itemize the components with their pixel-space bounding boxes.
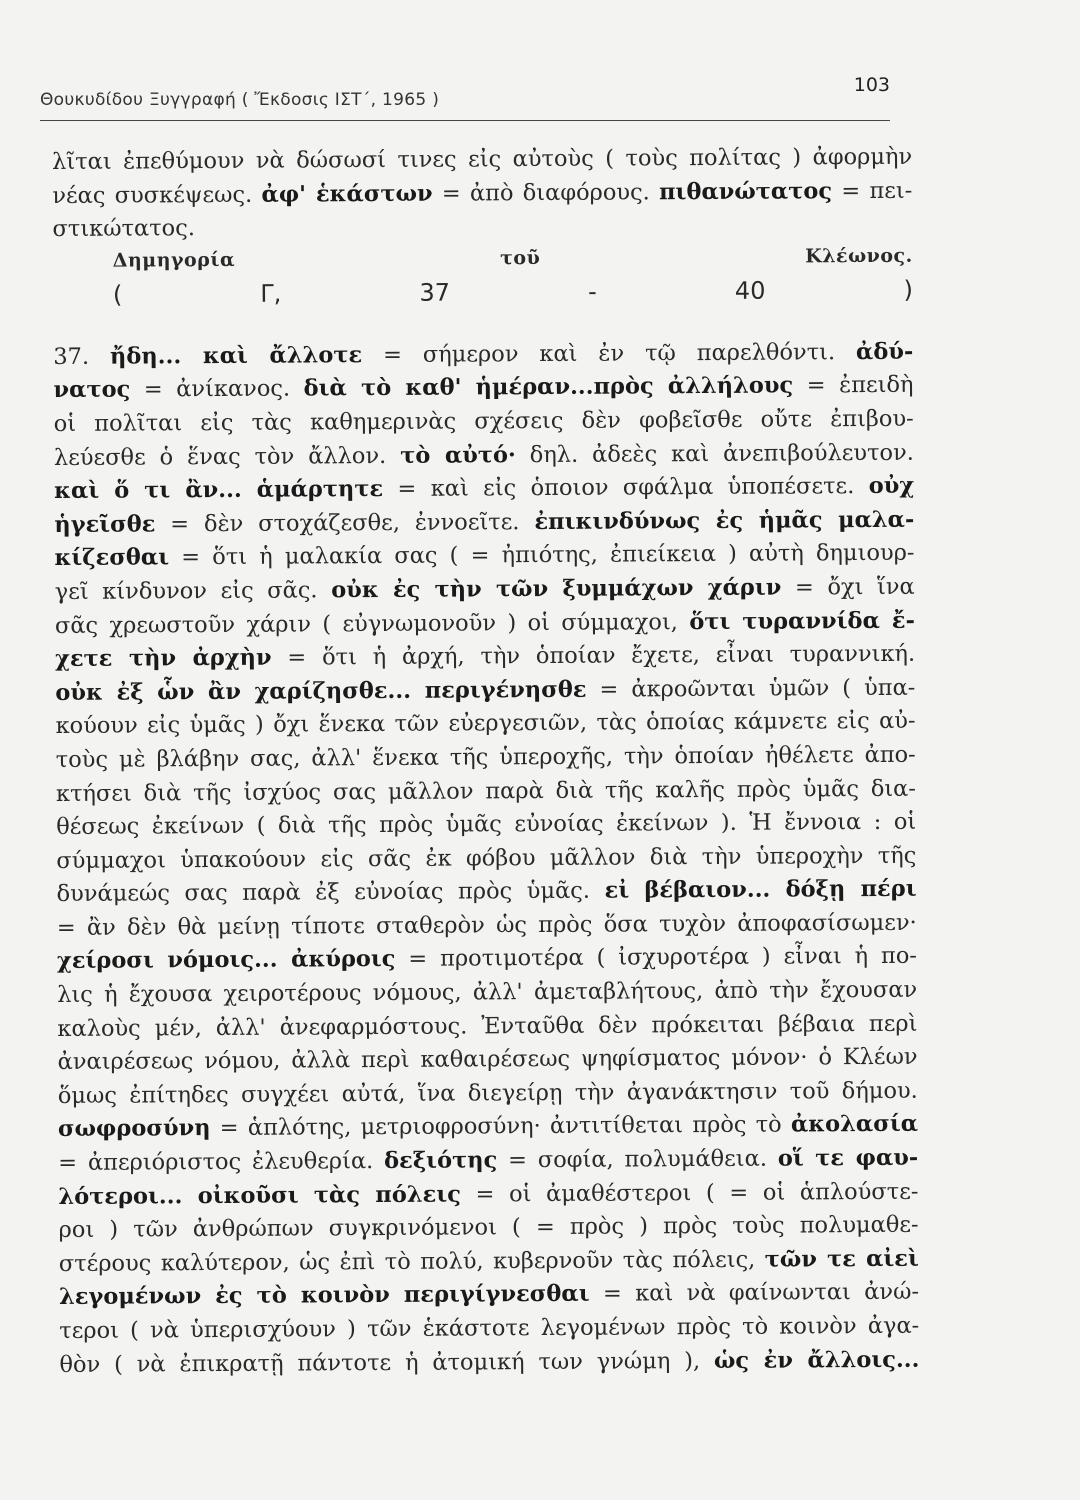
text-line [59,1243,919,1282]
text-line [58,1142,918,1181]
text-line [52,174,912,213]
gloss-text: τεροι ( νὰ ὑπερισχύουν ) τῶν ἑκάστοτε λεγομένων πρὸς τὸ κοινὸν ἀγα- [59,1312,920,1344]
bold-lemma: πιθανώτατος [658,177,833,205]
bold-lemma: χείροσι νόμοις... ἀκύροις [56,946,396,975]
bold-lemma: οὐκ ἐς τὴν τῶν ξυμμάχων χάριν [331,574,782,604]
bold-lemma: τῶν τε αἰεὶ [764,1245,919,1273]
bold-lemma: καὶ ὅ τι ἂν... ἁμάρτητε [54,476,384,505]
body-text [52,141,920,1382]
text-line [59,1343,919,1382]
gloss-text: = ἀνίκανος. [130,375,304,403]
gloss-text: δυνάμεώς σας παρὰ ἐξ εὐνοίας πρὸς ὑμᾶς. [56,877,605,908]
text-line [53,369,913,408]
bold-lemma: εἰ βέβαιον... δόξῃ πέρι [604,876,917,904]
text-line [52,208,912,247]
gloss-text: = σήμερον καὶ ἐν τῷ παρελθόντι. [362,338,857,368]
page-number: 103 [853,74,890,96]
text-line [58,1175,918,1214]
bold-lemma: οἵ τε φαυ- [777,1144,919,1172]
text-line [54,436,914,475]
gloss-text: = σοφία, πολυμάθεια. [497,1145,778,1174]
text-line [59,1276,919,1315]
bold-lemma: κίζεσθαι [54,544,170,572]
section-heading: Δημηγορία τοῦ Κλέωνος. [112,244,913,272]
gloss-text: = ὄχι ἵνα [781,573,915,601]
gloss-text: λεύεσθε ὁ ἕνας τὸν ἄλλον. [53,442,401,471]
text-line [56,772,916,811]
gloss-text: = ἀπεριόριστος ἐλευθερία. [58,1148,385,1177]
commentary-paragraph [53,336,919,1383]
gloss-text: κτήσει διὰ τῆς ἰσχύος σας μᾶλλον παρὰ διὰ τῆς καλῆς πρὸς ὑμᾶς δια- [55,775,917,807]
text-line [54,470,914,509]
bold-lemma: ἀκολασία [790,1111,919,1138]
text-line [55,638,915,677]
gloss-text: θέσεως ἐκείνων ( διὰ τῆς πρὸς ὑμᾶς εὐνοίας ἐκείνων ). Ἡ ἔννοια : οἱ [56,808,917,841]
bold-lemma: διὰ τὸ καθ' ἡμέραν...πρὸς ἀλλήλους [303,372,794,402]
text-line [55,671,915,710]
gloss-text: λῖται ἐπεθύμουν νὰ δώσωσί τινες εἰς αὐτοὺς ( τοὺς πολίτας ) ἀφορμὴν [52,143,913,175]
gloss-text: τοὺς μὲ βλάβην σας, ἀλλ' ἕνεκα τῆς ὑπεροχῆς, τὴν ὁποίαν ἠθέλετε ἀπο- [55,741,916,773]
bold-lemma: ὡς ἐν ἄλλοις... [713,1346,920,1374]
gloss-text: = πει- [831,177,913,204]
gloss-text: οἱ πολῖται εἰς τὰς καθημερινὰς σχέσεις δὲν φοβεῖσθε οὔτε ἐπιβου- [53,405,914,437]
running-title: Θουκυδίδου Ξυγγραφή ( Ἔκδοσις ΙΣΤ΄, 1965 ) [40,90,440,110]
gloss-text: καλοὺς μέν, ἀλλ' ἀνεφαρμόστους. Ἐνταῦθα δὲν πρόκειται βέβαια περὶ [57,1010,918,1042]
text-line [57,974,917,1013]
bold-lemma: ὅτι τυραννίδα ἔ- [689,607,915,635]
text-line [55,571,915,610]
gloss-text: ροι ) τῶν ἀνθρώπων συγκρινόμενοι ( = πρὸς ) πρὸς τοὺς πολυμαθε- [58,1211,919,1244]
gloss-text: κούουν εἰς ὑμᾶς ) ὄχι ἕνεκα τῶν εὐεργεσιῶν, τὰς ὁποίας κάμνετε εἰς αὐ- [55,708,916,740]
bold-lemma: λεγομένων ἐς τὸ κοινὸν περιγίγνεσθαι [58,1281,590,1311]
text-line [53,336,913,375]
gloss-text: = οἱ ἀμαθέστεροι ( = οἱ ἁπλούστε- [460,1178,919,1208]
bold-lemma: χετε τὴν ἀρχὴν [55,644,272,673]
bold-lemma: τὸ αὐτό· [400,441,516,469]
bold-lemma: ἡγεῖσθε [54,511,156,538]
gloss-text: ὅμως ἐπίτηδες συγχέει αὐτά, ἵνα διεγείρῃ τὴν ἀγανάκτησιν τοῦ δήμου. [57,1077,918,1109]
text-line [54,537,914,576]
gloss-text: = ἐπειδὴ [793,372,914,399]
text-line [57,907,917,946]
gloss-text: = ὅτι ἡ μαλακία σας ( = ἠπιότης, ἐπιείκεια ) αὐτὴ δημιουρ- [168,540,915,571]
gloss-text: = ἁπλότης, μετριοφροσύνη· ἀντιτίθεται πρὸς τὸ [210,1111,791,1142]
gloss-text: = καὶ εἰς ὁποιον σφάλμα ὑποπέσετε. [383,473,869,503]
gloss-text: 37. [53,343,111,370]
bold-lemma: λότεροι... οἰκοῦσι τὰς πόλεις [58,1181,461,1210]
gloss-text: δηλ. ἀδεὲς καὶ ἀνεπιβούλευτον. [515,439,914,468]
text-line [56,739,916,778]
bold-lemma: σωφροσύνη [57,1115,211,1143]
text-line [59,1209,919,1248]
text-line [58,1108,918,1147]
gloss-text: = καὶ νὰ φαίνωνται ἀνώ- [589,1279,920,1308]
text-line [56,873,916,912]
bold-lemma: ἀδύ- [855,338,914,365]
gloss-text: = ἂν δὲν θὰ μείνῃ τίποτε σταθερὸν ὡς πρὸς ὅσα τυχὸν ἀποφασίσωμεν· [56,909,917,941]
text-line [56,806,916,845]
text-line [55,705,915,744]
bold-lemma: οὐχ [868,472,915,500]
gloss-text: ἀναιρέσεως νόμου, ἀλλὰ περὶ καθαιρέσεως ψηφίσματος μόνον· ὁ Κλέων [57,1043,918,1076]
gloss-text: σᾶς χρεωστοῦν χάριν ( εὐγνωμονοῦν ) οἱ σύμμαχοι, [54,608,690,639]
gloss-text: = ἀπὸ διαφόρους. [432,178,660,207]
bold-lemma: δεξιότης [384,1147,498,1175]
text-line [52,141,912,180]
gloss-text: γεῖ κίνδυνον εἰς σᾶς. [54,577,332,605]
text-line [59,1310,919,1349]
text-line [55,604,915,643]
text-line [56,839,916,878]
text-line [58,1075,918,1114]
gloss-text: θὸν ( νὰ ἐπικρατῇ πάντοτε ἡ ἀτομική των γνώμη ), [59,1347,715,1378]
bold-lemma: ἤδη... καὶ ἄλλοτε [109,341,363,370]
gloss-text: λις ἡ ἔχουσα χειροτέρους νόμους, ἀλλ' ἀμεταβλήτους, ἀπὸ τὴν ἔχουσαν [57,976,918,1009]
bold-lemma: νατος [53,376,131,404]
text-line [57,1041,917,1080]
gloss-text: νέας συσκέψεως. [52,181,262,209]
text-line [57,940,917,979]
text-line [57,1007,917,1046]
gloss-text: στέρους καλύτερον, ὡς ἐπὶ τὸ πολύ, κυβερνοῦν τὰς πόλεις, [58,1246,765,1277]
text-line [54,503,914,542]
gloss-text: σύμμαχοι ὑπακούουν εἰς σᾶς ἐκ φόβου μᾶλλον διὰ τὴν ὑπεροχὴν τῆς [56,842,917,874]
gloss-text: στικώτατος. [52,215,196,243]
bold-lemma: ἐπικινδύνως ἐς ἡμᾶς μαλα- [534,506,915,535]
bold-lemma: οὐκ ἐξ ὧν ἂν χαρίζησθε... περιγένησθε [55,676,587,706]
running-header [40,74,890,121]
gloss-text: = δὲν στοχάζεσθε, ἐννοεῖτε. [155,508,535,538]
text-line [54,403,914,442]
bold-lemma: ἀφ' ἑκάστων [261,180,433,208]
gloss-text: = ὅτι ἡ ἀρχή, τὴν ὁποίαν ἔχετε, εἶναι τυραννική. [271,640,916,671]
gloss-text: = ἀκροῶνται ὑμῶν ( ὑπα- [586,674,916,703]
section-reference: ( Γ, 37 - 40 ) [112,275,913,309]
intro-paragraph [52,141,913,247]
gloss-text: = προτιμοτέρα ( ἰσχυροτέρα ) εἶναι ἡ πο- [395,943,918,973]
